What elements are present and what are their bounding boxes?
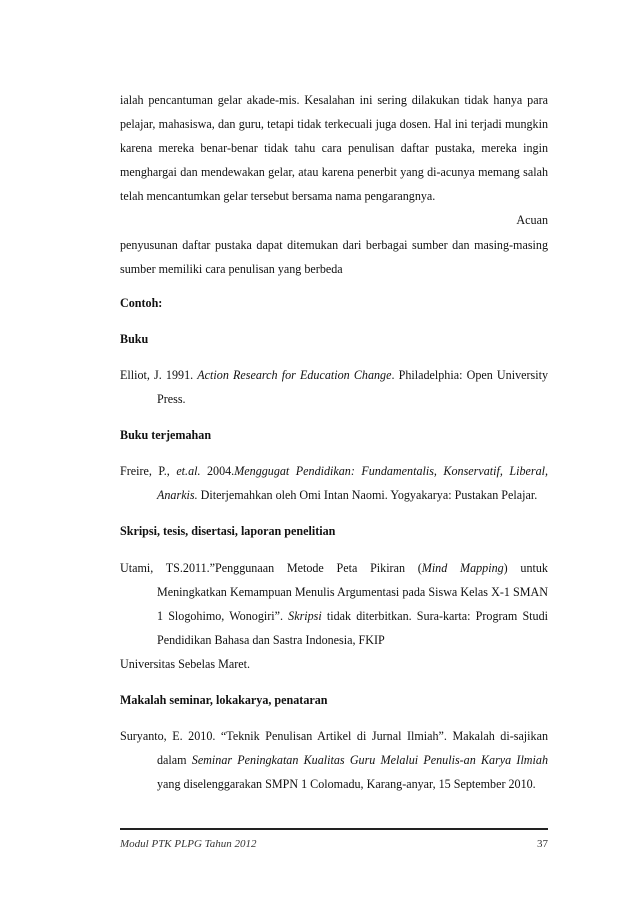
heading-skripsi: Skripsi, tesis, disertasi, laporan penelitian xyxy=(120,524,336,539)
footer-title: Modul PTK PLPG Tahun 2012 xyxy=(120,838,257,850)
intro-acuan: Acuan xyxy=(516,213,548,228)
heading-contoh: Contoh: xyxy=(120,295,163,310)
page-number: 37 xyxy=(537,838,548,850)
reference-utami-tail: Universitas Sebelas Maret. xyxy=(120,656,250,671)
intro-text: ialah pencantuman gelar akade-mis. Kesalahan ini sering dilakukan tidak hanya para pelajar, mahasiswa, dan guru, tetapi tidak terkecuali juga dosen. Hal ini terjadi mungkin karena mereka benar-benar tidak tahu cara penulisan daftar pustaka, mereka ingin menghargai dan mendewakan gelar, atau karena penerbit yang di-acunya memang salah telah mencantumkan gelar tersebut bersama nama pengarangnya. xyxy=(120,93,548,204)
reference-utami: Utami, TS.2011.”Penggunaan Metode Peta Pikiran (Mind Mapping) untuk Meningkatkan Kemampuan Menulis Argumentasi pada Siswa Kelas X-1 SMAN 1 Slogohimo, Wonogiri”. Skripsi tidak diterbitkan. Sura-karta: Program Studi Pendidikan Bahasa dan Sastra Indonesia, FKIP xyxy=(120,560,548,647)
intro-paragraph xyxy=(120,88,548,281)
heading-makalah: Makalah seminar, lokakarya, penataran xyxy=(120,692,328,707)
reference-suryanto: Suryanto, E. 2010. “Teknik Penulisan Artikel di Jurnal Ilmiah”. Makalah di-sajikan dalam Seminar Peningkatan Kualitas Guru Melalui Penulis-an Karya Ilmiah yang diselenggarakan SMPN 1 Colomadu, Karang-anyar, 15 September 2010. xyxy=(120,729,548,792)
page-content xyxy=(120,88,548,796)
reference-elliot: Elliot, J. 1991. Action Research for Education Change. Philadelphia: Open University Press. xyxy=(120,367,548,407)
reference-freire: Freire, P., et.al. 2004.Menggugat Pendidikan: Fundamentalis, Konservatif, Liberal, Anarkis. Diterjemahkan oleh Omi Intan Naomi. Yogyakarya: Pustakan Pelajar. xyxy=(120,464,549,503)
heading-buku: Buku xyxy=(120,331,149,346)
footer-divider xyxy=(120,828,548,830)
intro-text-continued: penyusunan daftar pustaka dapat ditemukan dari berbagai sumber dan masing-masing sumber memiliki cara penulisan yang berbeda xyxy=(120,237,548,276)
heading-buku-terjemahan: Buku terjemahan xyxy=(120,428,212,443)
